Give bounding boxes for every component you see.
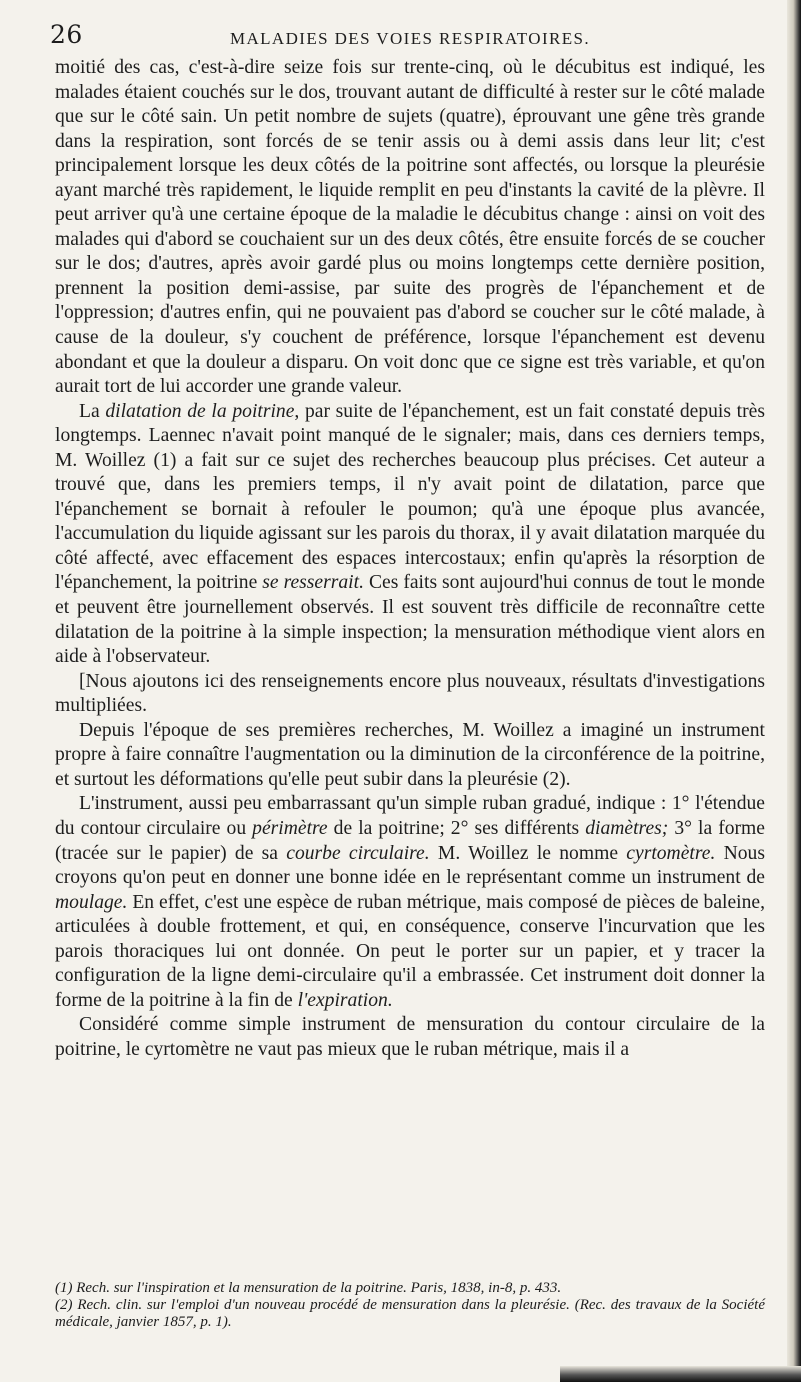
text-run: L'instrument, aussi peu embarrassant qu'un simple ruban gradué, indique : 1° l'étendue du contour circulaire ou xyxy=(55,793,765,839)
italic-term: dilatation de la poitrine xyxy=(105,400,295,422)
running-title: MALADIES DES VOIES RESPIRATOIRES. xyxy=(229,29,591,48)
bottom-edge-shadow xyxy=(560,1366,801,1382)
footnote-2: (2) Rech. clin. sur l'emploi d'un nouveau procédé de mensuration dans la pleurésie. (Rec. des travaux de la Société médicale, janvier 1857, p. 1). xyxy=(55,1297,765,1330)
page-header xyxy=(50,20,770,50)
body-text xyxy=(55,56,765,1062)
text-run: La xyxy=(79,400,106,422)
text-run: de la poitrine; 2° ses différents xyxy=(327,817,586,839)
paragraph-decubitus: moitié des cas, c'est-à-dire seize fois sur trente-cinq, où le décubitus est indiqué, les malades étaient couchés sur le dos, trouvant autant de difficulté à rester sur le côté malade que sur le côté sain. Un petit nombre de sujets (quatre), éprouvant une gêne très grande dans la respiration, sont forcés de se tenir assis ou à demi assis dans leur lit; c'est principalement lorsque les deux côtés de la poitrine sont affectés, ou lorsque la pleurésie ayant marché très rapidement, le liquide remplit en peu d'instants la cavité de la plèvre. Il peut arriver qu'à une certaine époque de la maladie le décubitus change : ainsi on voit des malades qui d'abord se couchaient sur un des deux côtés, être ensuite forcés de se coucher sur le dos; d'autres, après avoir gardé plus ou moins longtemps cette dernière position, prennent la position demi-assise, par suite des progrès de l'épanchement et de l'oppression; d'autres enfin, qui ne pouvaient pas d'abord se coucher sur le côté malade, à cause de la douleur, s'y couchent de préférence, lorsque l'épanchement est devenu abondant et que la douleur a disparu. On voit donc que ce signe est très variable, et qu'on aurait tort de lui accorder une grande valeur. xyxy=(55,57,765,398)
text-run: M. Woillez le nomme xyxy=(429,842,627,864)
text-run: En effet, c'est une espèce de ruban métrique, mais composé de pièces de baleine, articulées à double frottement, et qui, en conséquence, conserve l'incurvation que les parois thoraciques lui ont donnée. On peut le porter sur un papier, et y tracer la configuration de la ligne demi-circulaire qu'il a embrassée. Cet instrument doit donner la forme de la poitrine à la fin de xyxy=(55,891,765,1011)
italic-term: moulage. xyxy=(55,891,128,913)
italic-term: l'expiration. xyxy=(297,989,393,1011)
page-edge-shadow xyxy=(787,0,801,1382)
paragraph-woillez-instrument: Depuis l'époque de ses premières recherches, M. Woillez a imaginé un instrument propre à faire connaître l'augmentation ou la diminution de la circonférence de la poitrine, et surtout les déformations qu'elle peut subir dans la pleurésie (2). xyxy=(55,719,765,790)
page-number: 26 xyxy=(50,20,83,49)
italic-term: se resserrait. xyxy=(262,572,364,594)
paragraph-additions: [Nous ajoutons ici des renseignements encore plus nouveaux, résultats d'investigations multipliées. xyxy=(55,670,765,717)
paragraph-considere: Considéré comme simple instrument de mensuration du contour circulaire de la poitrine, le cyrtomètre ne vaut pas mieux que le ruban métrique, mais il a xyxy=(55,1014,765,1060)
italic-term: cyrtomètre. xyxy=(626,842,716,864)
text-run: Ces faits sont aujourd'hui connus de tout le monde et peuvent être journellement observés. Il est souvent très difficile de reconnaître cette dilatation de la poitrine à la simple inspection; la mensuration méthodique vient alors en aide à l'observateur. xyxy=(55,572,765,668)
paragraph-dilatation xyxy=(55,400,765,670)
text-run: Nous croyons qu'on peut en donner une bonne idée en le représentant comme un instrument de xyxy=(55,842,765,889)
paragraph-cyrtometre xyxy=(55,792,765,1013)
italic-term: périmètre xyxy=(252,817,328,839)
footnotes xyxy=(55,1280,765,1331)
italic-term: diamètres; xyxy=(585,817,669,839)
italic-term: courbe circulaire. xyxy=(286,842,430,864)
footnote-1: (1) Rech. sur l'inspiration et la mensuration de la poitrine. Paris, 1838, in-8, p. 433. xyxy=(55,1280,562,1296)
text-run: , par suite de l'épanchement, est un fait constaté depuis très longtemps. Laennec n'avait point manqué de le signaler; mais, dans ces derniers temps, M. Woillez (1) a fait sur ce sujet des recherches beaucoup plus précises. Cet auteur a trouvé que, dans les premiers temps, il n'y avait point de dilatation, parce que l'épanchement se bornait à refouler le poumon; qu'à une époque plus avancée, l'accumulation du liquide agissant sur les parois du thorax, il y avait dilatation marquée du côté affecté, avec effacement des espaces intercostaux; enfin qu'après la résorption de l'épanchement, la poitrine xyxy=(55,400,765,594)
text-run: 3° la forme (tracée sur le papier) de sa xyxy=(55,817,765,864)
